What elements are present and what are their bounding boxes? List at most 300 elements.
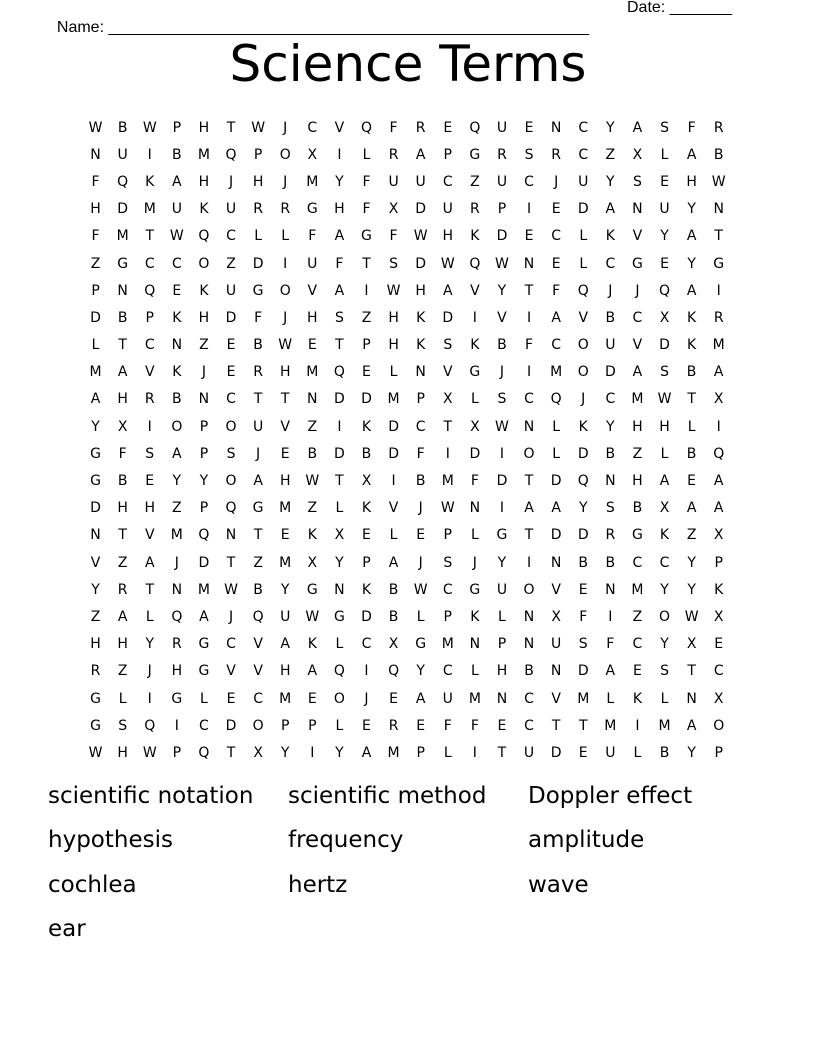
grid-letter: Z xyxy=(90,255,101,272)
grid-letter: C xyxy=(171,255,182,272)
grid-letter: R xyxy=(171,636,182,653)
grid-letter: T xyxy=(687,663,696,680)
grid-letter: R xyxy=(605,527,616,544)
grid-letter: E xyxy=(307,337,317,354)
grid-letter: H xyxy=(144,500,155,517)
grid-letter: X xyxy=(307,554,318,571)
grid-letter: Y xyxy=(172,473,182,490)
grid-letter: I xyxy=(147,418,152,435)
grid-letter: D xyxy=(496,473,508,490)
grid-letter: B xyxy=(307,445,318,462)
grid-letter: X xyxy=(551,608,561,625)
grid-letter: H xyxy=(117,744,128,761)
grid-letter: H xyxy=(171,663,183,680)
grid-letter: X xyxy=(388,201,399,218)
grid-letter: V xyxy=(442,364,453,381)
word-list-item: Doppler effect xyxy=(528,783,693,809)
grid-letter: Y xyxy=(335,173,344,190)
grid-letter: D xyxy=(550,473,562,490)
grid-letter: U xyxy=(171,201,182,218)
grid-letter: P xyxy=(362,554,371,571)
grid-letter: C xyxy=(632,554,643,571)
grid-row xyxy=(82,467,733,494)
grid-letter: C xyxy=(605,255,616,272)
grid-letter: K xyxy=(632,690,643,707)
grid-letter: L xyxy=(660,146,669,163)
grid-letter: H xyxy=(117,500,128,517)
grid-letter: L xyxy=(389,364,398,381)
grid-letter: X xyxy=(659,500,670,517)
grid-row xyxy=(82,332,733,359)
grid-letter: K xyxy=(307,527,317,544)
grid-letter: M xyxy=(197,581,210,598)
grid-letter: G xyxy=(90,445,101,462)
grid-letter: Q xyxy=(144,717,156,734)
grid-letter: L xyxy=(552,418,561,435)
grid-letter: Q xyxy=(577,282,589,299)
grid-letter: U xyxy=(496,581,508,598)
grid-letter: T xyxy=(362,255,371,272)
grid-letter: O xyxy=(198,255,210,272)
grid-letter: F xyxy=(552,282,561,299)
grid-letter: Z xyxy=(253,554,263,571)
grid-letter: T xyxy=(524,282,534,299)
grid-letter: U xyxy=(225,201,237,218)
grid-letter: T xyxy=(443,418,453,435)
grid-letter: D xyxy=(550,527,562,544)
grid-letter: M xyxy=(441,473,454,490)
grid-letter: I xyxy=(526,364,532,381)
grid-letter: B xyxy=(605,309,616,326)
grid-letter: Y xyxy=(497,554,507,571)
grid-letter: X xyxy=(388,636,399,653)
grid-letter: J xyxy=(418,554,423,571)
grid-letter: A xyxy=(713,473,724,490)
grid-letter: S xyxy=(145,445,155,462)
grid-letter: K xyxy=(361,581,372,598)
grid-letter: U xyxy=(659,201,670,218)
grid-letter: K xyxy=(172,309,182,326)
grid-letter: D xyxy=(252,255,264,272)
grid-letter: B xyxy=(117,119,128,136)
grid-letter: A xyxy=(551,309,561,326)
grid-letter: E xyxy=(362,527,371,544)
grid-letter: W xyxy=(440,255,455,272)
grid-letter: I xyxy=(635,717,640,734)
grid-letter: I xyxy=(526,554,532,571)
grid-letter: K xyxy=(714,581,724,598)
grid-letter: G xyxy=(496,527,508,544)
grid-letter: K xyxy=(361,418,372,435)
grid-letter: V xyxy=(144,527,155,544)
grid-letter: O xyxy=(523,445,535,462)
grid-letter: S xyxy=(497,391,507,408)
grid-letter: Y xyxy=(335,554,344,571)
grid-letter: E xyxy=(280,527,290,544)
grid-letter: F xyxy=(389,228,398,245)
grid-letter: K xyxy=(145,173,155,190)
grid-letter: V xyxy=(144,364,155,381)
grid-row xyxy=(82,576,733,603)
grid-letter: E xyxy=(362,364,371,381)
grid-letter: H xyxy=(90,636,101,653)
grid-letter: L xyxy=(606,690,615,707)
grid-letter: X xyxy=(713,391,724,408)
grid-letter: U xyxy=(225,282,237,299)
grid-letter: A xyxy=(172,445,182,462)
grid-letter: G xyxy=(333,608,345,625)
grid-letter: X xyxy=(713,608,724,625)
grid-letter: B xyxy=(713,146,724,163)
grid-letter: Y xyxy=(687,255,696,272)
grid-letter: U xyxy=(388,173,399,190)
grid-letter: A xyxy=(415,146,426,163)
grid-row xyxy=(82,304,733,331)
grid-letter: M xyxy=(89,364,102,381)
grid-letter: D xyxy=(577,663,589,680)
grid-letter: I xyxy=(310,744,315,761)
grid-letter: C xyxy=(226,636,236,653)
grid-letter: N xyxy=(90,527,101,544)
grid-letter: I xyxy=(526,309,532,326)
grid-letter: O xyxy=(225,473,237,490)
grid-letter: L xyxy=(470,527,479,544)
grid-letter: P xyxy=(714,744,723,761)
grid-letter: C xyxy=(253,690,263,707)
grid-letter: W xyxy=(305,608,320,625)
grid-letter: Y xyxy=(335,744,344,761)
name-field-label: Name: ______________________________________________________ xyxy=(56,19,589,36)
grid-letter: J xyxy=(283,119,288,136)
grid-letter: X xyxy=(713,690,724,707)
grid-letter: J xyxy=(608,282,613,299)
grid-letter: D xyxy=(496,228,508,245)
grid-letter: B xyxy=(172,391,182,408)
grid-letter: U xyxy=(496,119,508,136)
grid-letter: H xyxy=(415,282,426,299)
grid-letter: J xyxy=(499,364,505,381)
grid-letter: G xyxy=(415,636,427,653)
grid-letter: D xyxy=(577,201,589,218)
grid-letter: K xyxy=(307,636,317,653)
grid-letter: D xyxy=(225,717,237,734)
grid-letter: E xyxy=(416,717,426,734)
grid-letter: G xyxy=(306,201,318,218)
grid-letter: D xyxy=(659,337,670,354)
grid-letter: E xyxy=(551,201,561,218)
grid-letter: A xyxy=(199,608,209,625)
grid-letter: T xyxy=(524,527,534,544)
grid-letter: E xyxy=(145,473,155,490)
grid-letter: Q xyxy=(713,445,725,462)
word-list-item: hypothesis xyxy=(48,827,173,854)
grid-letter: M xyxy=(306,364,319,381)
grid-letter: B xyxy=(605,445,616,462)
grid-letter: O xyxy=(171,418,183,435)
grid-letter: B xyxy=(117,309,128,326)
grid-letter: G xyxy=(469,364,481,381)
grid-letter: Q xyxy=(198,228,210,245)
grid-letter: I xyxy=(499,500,505,517)
grid-letter: R xyxy=(497,146,507,163)
grid-letter: G xyxy=(361,228,372,245)
grid-letter: P xyxy=(199,445,209,462)
grid-letter: H xyxy=(198,173,210,190)
grid-letter: M xyxy=(441,636,454,653)
grid-letter: F xyxy=(389,119,398,136)
grid-letter: Y xyxy=(660,581,669,598)
grid-letter: O xyxy=(225,418,237,435)
grid-letter: U xyxy=(307,255,318,272)
grid-row xyxy=(82,223,733,250)
grid-letter: H xyxy=(307,309,318,326)
grid-letter: E xyxy=(632,663,642,680)
grid-letter: F xyxy=(362,201,371,218)
grid-letter: A xyxy=(686,717,697,734)
grid-letter: C xyxy=(442,581,453,598)
grid-letter: V xyxy=(388,500,399,517)
grid-letter: B xyxy=(605,554,616,571)
grid-letter: M xyxy=(197,146,210,163)
grid-letter: J xyxy=(364,690,369,707)
grid-letter: T xyxy=(335,337,344,354)
grid-letter: M xyxy=(631,581,644,598)
grid-letter: N xyxy=(523,608,535,625)
grid-letter: C xyxy=(226,228,236,245)
grid-letter: B xyxy=(253,337,263,354)
grid-row xyxy=(82,522,733,549)
grid-letter: U xyxy=(551,636,562,653)
grid-letter: V xyxy=(280,418,290,435)
grid-letter: H xyxy=(198,119,210,136)
grid-letter: B xyxy=(117,473,128,490)
grid-letter: M xyxy=(387,391,400,408)
grid-letter: S xyxy=(632,173,642,190)
grid-letter: N xyxy=(496,690,508,707)
grid-letter: H xyxy=(252,173,264,190)
grid-letter: G xyxy=(90,690,101,707)
grid-letter: E xyxy=(578,744,588,761)
grid-letter: U xyxy=(605,337,616,354)
grid-letter: Q xyxy=(333,364,345,381)
grid-letter: D xyxy=(334,445,345,462)
grid-letter: C xyxy=(524,173,534,190)
grid-letter: Y xyxy=(687,581,696,598)
grid-letter: R xyxy=(280,201,291,218)
grid-row xyxy=(82,386,733,413)
grid-letter: N xyxy=(171,337,183,354)
word-list xyxy=(48,778,788,956)
grid-letter: G xyxy=(306,581,318,598)
grid-letter: L xyxy=(470,663,479,680)
grid-letter: E xyxy=(524,228,534,245)
grid-letter: I xyxy=(283,255,288,272)
grid-letter: C xyxy=(632,636,643,653)
grid-letter: O xyxy=(659,608,671,625)
grid-letter: K xyxy=(578,418,588,435)
grid-letter: V xyxy=(551,581,561,598)
grid-letter: X xyxy=(307,146,318,163)
grid-letter: G xyxy=(631,527,643,544)
grid-letter: W xyxy=(711,173,726,190)
grid-letter: L xyxy=(470,391,479,408)
grid-letter: C xyxy=(605,391,616,408)
grid-letter: X xyxy=(686,636,697,653)
grid-letter: R xyxy=(713,119,724,136)
grid-letter: Z xyxy=(307,500,318,517)
grid-letter: C xyxy=(632,309,643,326)
grid-letter: K xyxy=(605,228,615,245)
grid-letter: Q xyxy=(659,282,671,299)
grid-letter: U xyxy=(523,744,535,761)
grid-letter: Q xyxy=(360,119,372,136)
grid-letter: S xyxy=(226,445,236,462)
grid-letter: B xyxy=(361,445,372,462)
grid-letter: T xyxy=(524,473,534,490)
grid-letter: A xyxy=(686,500,697,517)
grid-letter: C xyxy=(524,391,534,408)
grid-letter: C xyxy=(578,146,589,163)
grid-letter: F xyxy=(91,228,100,245)
grid-letter: A xyxy=(713,500,724,517)
grid-letter: I xyxy=(364,663,369,680)
grid-letter: G xyxy=(713,255,725,272)
grid-letter: G xyxy=(117,255,129,272)
grid-letter: F xyxy=(416,445,425,462)
grid-letter: H xyxy=(388,309,399,326)
grid-letter: G xyxy=(90,717,101,734)
grid-letter: K xyxy=(199,201,209,218)
grid-letter: F xyxy=(335,255,344,272)
grid-letter: Y xyxy=(280,744,290,761)
grid-letter: M xyxy=(631,391,644,408)
grid-letter: D xyxy=(415,201,427,218)
grid-letter: N xyxy=(713,201,724,218)
grid-letter: Y xyxy=(606,418,615,435)
grid-row xyxy=(82,685,733,712)
grid-letter: H xyxy=(659,418,670,435)
grid-letter: N xyxy=(605,581,616,598)
grid-letter: M xyxy=(170,527,183,544)
grid-letter: A xyxy=(686,228,697,245)
grid-letter: F xyxy=(606,636,615,653)
grid-letter: A xyxy=(686,146,697,163)
grid-letter: C xyxy=(442,663,453,680)
grid-letter: T xyxy=(335,473,344,490)
grid-letter: N xyxy=(171,581,183,598)
grid-letter: C xyxy=(551,337,562,354)
grid-row xyxy=(82,250,733,277)
grid-row xyxy=(82,549,733,576)
grid-letter: W xyxy=(251,119,266,136)
grid-row xyxy=(82,196,733,223)
grid-letter: E xyxy=(687,473,697,490)
grid-letter: W xyxy=(142,744,157,761)
grid-letter: T xyxy=(226,119,236,136)
grid-letter: R xyxy=(253,364,263,381)
grid-letter: V xyxy=(307,282,318,299)
grid-letter: C xyxy=(578,119,589,136)
grid-letter: G xyxy=(252,282,264,299)
grid-letter: W xyxy=(495,418,509,435)
grid-letter: K xyxy=(416,309,426,326)
grid-letter: Z xyxy=(172,500,182,517)
grid-letter: I xyxy=(147,146,152,163)
grid-letter: D xyxy=(90,500,101,517)
grid-letter: P xyxy=(416,744,425,761)
grid-letter: L xyxy=(118,690,127,707)
grid-letter: W xyxy=(142,119,157,136)
grid-letter: T xyxy=(145,228,155,245)
grid-letter: P xyxy=(308,717,317,734)
grid-letter: Q xyxy=(171,608,183,625)
grid-letter: U xyxy=(578,173,589,190)
grid-letter: T xyxy=(226,744,236,761)
grid-letter: I xyxy=(174,717,179,734)
grid-letter: X xyxy=(442,391,453,408)
grid-letter: V xyxy=(470,282,480,299)
grid-letter: R xyxy=(388,717,399,734)
grid-letter: A xyxy=(144,554,155,571)
grid-letter: D xyxy=(469,445,481,462)
grid-letter: I xyxy=(472,309,477,326)
grid-letter: N xyxy=(523,636,535,653)
grid-letter: I xyxy=(364,282,369,299)
grid-letter: F xyxy=(308,228,317,245)
grid-letter: S xyxy=(118,717,128,734)
grid-letter: E xyxy=(416,527,426,544)
grid-letter: I xyxy=(526,201,532,218)
grid-letter: B xyxy=(415,473,426,490)
grid-letter: D xyxy=(90,309,101,326)
grid-letter: W xyxy=(88,744,103,761)
grid-letter: Y xyxy=(91,581,100,598)
grid-letter: U xyxy=(605,744,616,761)
grid-letter: E xyxy=(551,255,561,272)
grid-letter: Q xyxy=(388,663,400,680)
grid-letter: N xyxy=(605,473,616,490)
grid-letter: Q xyxy=(198,744,210,761)
grid-letter: S xyxy=(443,554,453,571)
grid-letter: X xyxy=(713,527,724,544)
grid-letter: J xyxy=(418,500,423,517)
grid-letter: Q xyxy=(469,255,481,272)
grid-letter: S xyxy=(443,337,453,354)
grid-letter: L xyxy=(91,337,100,354)
grid-letter: K xyxy=(659,527,670,544)
word-search-grid xyxy=(82,114,733,767)
grid-letter: A xyxy=(605,663,616,680)
grid-letter: N xyxy=(550,119,562,136)
grid-letter: I xyxy=(445,445,450,462)
grid-letter: T xyxy=(226,554,236,571)
grid-letter: F xyxy=(91,173,100,190)
grid-letter: A xyxy=(632,364,643,381)
grid-letter: A xyxy=(659,473,670,490)
grid-letter: Y xyxy=(416,663,425,680)
grid-letter: W xyxy=(657,391,672,408)
grid-letter: H xyxy=(442,228,454,245)
grid-letter: O xyxy=(252,717,264,734)
grid-letter: L xyxy=(335,717,344,734)
grid-letter: U xyxy=(117,146,128,163)
word-list-item: wave xyxy=(528,871,589,898)
grid-letter: S xyxy=(524,146,534,163)
grid-letter: Y xyxy=(687,744,696,761)
grid-letter: N xyxy=(334,581,345,598)
grid-letter: G xyxy=(90,473,101,490)
grid-letter: B xyxy=(659,744,670,761)
